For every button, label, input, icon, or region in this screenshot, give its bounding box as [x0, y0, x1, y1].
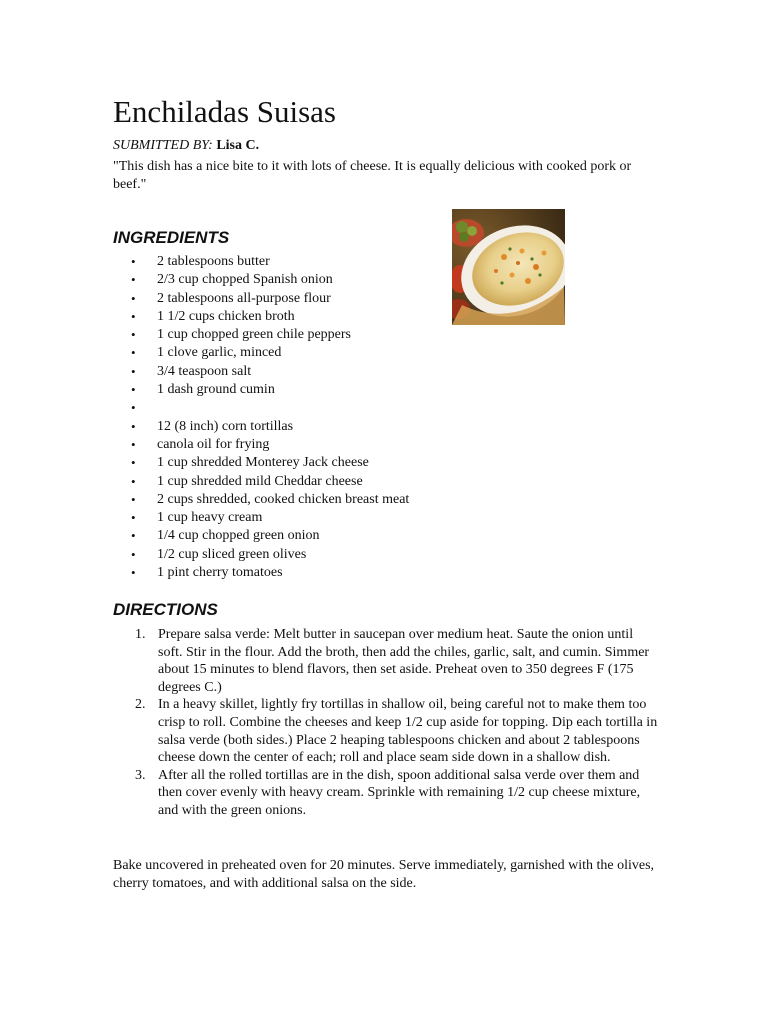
ingredient-item: [113, 546, 409, 564]
directions-list: [113, 626, 658, 820]
bullet-icon: •: [131, 400, 136, 416]
ingredient-text: 12 (8 inch) corn tortillas: [157, 418, 294, 434]
ingredient-item: [113, 308, 409, 326]
ingredient-text: 1/2 cup sliced green olives: [157, 546, 307, 562]
bullet-icon: •: [131, 382, 136, 398]
bullet-icon: •: [131, 455, 136, 471]
ingredient-text: 2 cups shredded, cooked chicken breast meat: [157, 491, 410, 507]
bullet-icon: •: [131, 510, 136, 526]
bullet-icon: •: [131, 345, 136, 361]
ingredient-item: [113, 363, 409, 381]
ingredient-text: 2 tablespoons all-purpose flour: [157, 290, 331, 306]
directions-heading: DIRECTIONS: [113, 600, 218, 619]
ingredient-text: 1/4 cup chopped green onion: [157, 528, 320, 544]
bullet-icon: •: [131, 272, 136, 288]
ingredient-item: [113, 271, 409, 289]
bullet-icon: •: [131, 290, 136, 306]
ingredient-text: 1 cup heavy cream: [157, 510, 263, 526]
ingredient-text: 2 tablespoons butter: [157, 254, 270, 269]
step-number: 1.: [135, 627, 146, 642]
ingredient-text: 2/3 cup chopped Spanish onion: [157, 272, 333, 288]
ingredient-item: [113, 344, 409, 362]
ingredient-text: 1 cup shredded mild Cheddar cheese: [157, 473, 363, 489]
ingredient-item: [113, 253, 409, 271]
ingredient-item: [113, 509, 409, 527]
ingredient-item: [113, 527, 409, 545]
ingredient-item: [113, 290, 409, 308]
direction-step: [113, 696, 658, 766]
ingredient-item: [113, 418, 409, 436]
ingredient-text: 1 1/2 cups chicken broth: [157, 308, 295, 324]
bullet-icon: •: [131, 254, 136, 269]
bullet-icon: •: [131, 565, 136, 581]
dish-photo-icon: [452, 209, 565, 325]
direction-step: [113, 767, 658, 820]
ingredient-item-empty: [113, 399, 409, 417]
bullet-icon: •: [131, 546, 136, 562]
ingredient-item: [113, 564, 409, 582]
step-text: In a heavy skillet, lightly fry tortillas in shallow oil, being careful not to make them too crisp to roll. Combine the cheeses and keep 1/2 cup aside for topping. Dip each tortilla in salsa verde (both sides.) Place 2 heaping tablespoons chicken and about 2 tablespoons cheese down the center of each; roll and place seam side down in a shallow dish.: [158, 697, 658, 766]
step-text: Prepare salsa verde: Melt butter in saucepan over medium heat. Saute the onion until soft. Stir in the flour. Add the broth, then add the chiles, garlic, salt, and cumin. Simmer about 15 minutes to blend flavors, then set aside. Preheat oven to 350 degrees F (175 degrees C.): [158, 627, 650, 695]
ingredient-item: [113, 454, 409, 472]
ingredient-item: [113, 436, 409, 454]
enchiladas-dish-photo: [452, 209, 565, 325]
bullet-icon: •: [131, 308, 136, 324]
step-number: 2.: [135, 697, 146, 713]
recipe-title: Enchiladas Suisas: [113, 94, 336, 129]
ingredient-text: 1 pint cherry tomatoes: [157, 565, 283, 581]
submitted-by: [113, 137, 259, 155]
closing-paragraph: Bake uncovered in preheated oven for 20 minutes. Serve immediately, garnished with the olives, cherry tomatoes, and with additional salsa on the side.: [113, 858, 655, 891]
bullet-icon: •: [131, 363, 136, 379]
bullet-icon: •: [131, 436, 136, 452]
bullet-icon: •: [131, 491, 136, 507]
bullet-icon: •: [131, 473, 136, 489]
author-name: Lisa C.: [216, 138, 260, 153]
step-text: After all the rolled tortillas are in the dish, spoon additional salsa verde over them and then cover evenly with heavy cream. Sprinkle with remaining 1/2 cup cheese mixture, and with the green onions.: [158, 767, 641, 818]
ingredient-item: [113, 473, 409, 491]
ingredient-item: [113, 381, 409, 399]
ingredients-heading: INGREDIENTS: [113, 228, 230, 247]
ingredient-text: 3/4 teaspoon salt: [157, 363, 252, 379]
ingredient-item: [113, 326, 409, 344]
bullet-icon: •: [131, 418, 136, 434]
bullet-icon: •: [131, 528, 136, 544]
ingredient-item: [113, 491, 409, 509]
ingredient-text: 1 cup shredded Monterey Jack cheese: [157, 455, 369, 471]
recipe-description: "This dish has a nice bite to it with lots of cheese. It is equally delicious with cooked pork or beef.": [113, 159, 632, 192]
ingredient-text: 1 cup chopped green chile peppers: [157, 327, 351, 343]
bullet-icon: •: [131, 327, 136, 343]
ingredient-text: 1 dash ground cumin: [157, 382, 275, 398]
ingredients-list: [113, 253, 409, 582]
submitted-by-label: SUBMITTED BY:: [113, 138, 213, 153]
direction-step: [113, 626, 658, 696]
ingredient-text: canola oil for frying: [157, 436, 270, 452]
ingredient-text: 1 clove garlic, minced: [157, 345, 282, 361]
step-number: 3.: [135, 767, 146, 783]
